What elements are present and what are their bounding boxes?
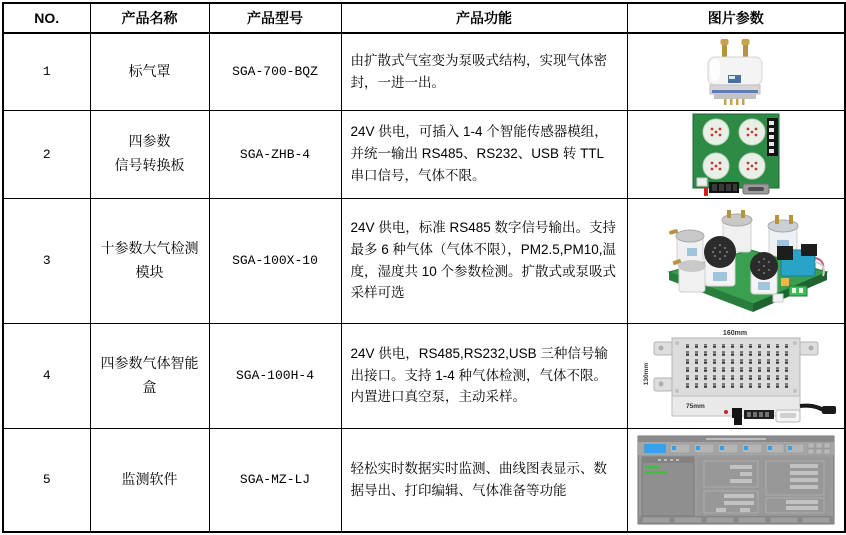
table-row — [3, 110, 845, 198]
cell-product-image — [627, 110, 845, 198]
monitoring-software-screenshot — [636, 434, 836, 526]
cell-product-model: SGA-ZHB-4 — [209, 110, 341, 198]
col-header-image-params: 图片参数 — [627, 3, 845, 33]
cell-product-model: SGA-100H-4 — [209, 323, 341, 428]
smart-gas-box-photo — [630, 326, 842, 426]
cell-no: 2 — [3, 110, 90, 198]
cell-product-image — [627, 428, 845, 532]
box-depth-label: 75mm — [685, 402, 705, 410]
col-header-product-model: 产品型号 — [209, 3, 341, 33]
cell-no: 3 — [3, 198, 90, 323]
cell-product-function: 24V 供电，RS485,RS232,USB 三种信号输出接口。支持 1-4 种气体检测，气体不限。内置进口真空泵，主动采样。 — [341, 323, 627, 428]
cell-product-model: SGA-MZ-LJ — [209, 428, 341, 532]
table-row — [3, 428, 845, 532]
col-header-product-name: 产品名称 — [90, 3, 209, 33]
cell-product-function: 由扩散式气室变为泵吸式结构，实现气体密封，一进一出。 — [341, 33, 627, 110]
cell-product-image — [627, 33, 845, 110]
cell-product-model: SGA-100X-10 — [209, 198, 341, 323]
cell-product-name: 标气罩 — [90, 33, 209, 110]
cell-product-image — [627, 323, 845, 428]
table-row — [3, 198, 845, 323]
box-height-label: 130mm — [642, 362, 650, 385]
cell-product-name: 监测软件 — [90, 428, 209, 532]
cell-product-name: 十参数大气检测 模块 — [90, 198, 209, 323]
header-row — [3, 3, 845, 33]
cell-product-name: 四参数 信号转换板 — [90, 110, 209, 198]
table-row — [3, 323, 845, 428]
cell-product-model: SGA-700-BQZ — [209, 33, 341, 110]
air-detection-module-photo — [631, 202, 841, 320]
gas-hood-photo — [666, 35, 806, 109]
cell-product-image — [627, 198, 845, 323]
cell-product-function: 轻松实时数据实时监测、曲线图表显示、数据导出、打印编辑、气体准备等功能 — [341, 428, 627, 532]
cell-product-function: 24V 供电，标准 RS485 数字信号输出。支持最多 6 种气体（气体不限），PM2.5,PM10,温度，湿度共 10 个参数检测。扩散式或泵吸式采样可选 — [341, 198, 627, 323]
box-width-label: 160mm — [722, 329, 747, 337]
col-header-no: NO. — [3, 3, 90, 33]
signal-converter-board-photo — [671, 112, 801, 196]
cell-product-name: 四参数气体智能 盒 — [90, 323, 209, 428]
cell-no: 1 — [3, 33, 90, 110]
product-spec-table — [2, 2, 846, 533]
col-header-product-function: 产品功能 — [341, 3, 627, 33]
cell-no: 4 — [3, 323, 90, 428]
cell-no: 5 — [3, 428, 90, 532]
table-row — [3, 33, 845, 110]
cell-product-function: 24V 供电，可插入 1-4 个智能传感器模组，并统一输出 RS485、RS232、USB 转 TTL 串口信号，气体不限。 — [341, 110, 627, 198]
